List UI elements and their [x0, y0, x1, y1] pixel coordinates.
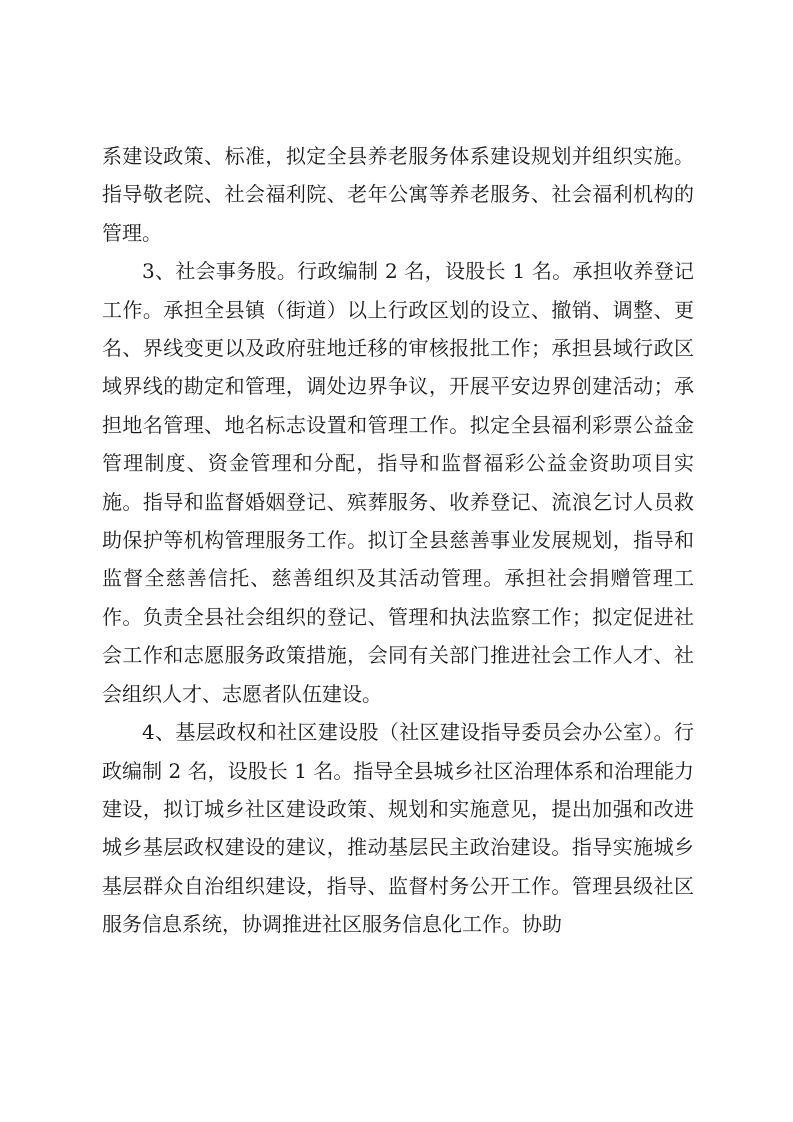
paragraph-social-affairs: 3、社会事务股。行政编制 2 名，设股长 1 名。承担收养登记工作。承担全县镇（街道）以上行政区划的设立、撤销、调整、更名、界线变更以及政府驻地迁移的审核报批工作；承担县域行政区域界线的勘定和管理，调处边界争议，开展平安边界创建活动；承担地名管理、地名标志设置和管理工作。拟定全县福利彩票公益金管理制度、资金管理和分配，指导和监督福彩公益金资助项目实施。指导和监督婚姻登记、殡葬服务、收养登记、流浪乞讨人员救助保护等机构管理服务工作。拟订全县慈善事业发展规划，指导和监督全慈善信托、慈善组织及其活动管理。承担社会捐赠管理工作。负责全县社会组织的登记、管理和执法监察工作；拟定促进社会工作和志愿服务政策措施，会同有关部门推进社会工作人才、社会组织人才、志愿者队伍建设。 [102, 259, 694, 706]
paragraph-continuation: 系建设政策、标准，拟定全县养老服务体系建设规划并组织实施。指导敬老院、社会福利院、老年公寓等养老服务、社会福利机构的管理。 [102, 144, 694, 245]
paragraph-community-building: 4、基层政权和社区建设股（社区建设指导委员会办公室）。行政编制 2 名，设股长 1 名。指导全县城乡社区治理体系和治理能力建设，拟订城乡社区建设政策、规划和实施意见，提出加强和改进城乡基层政权建设的建议，推动基层民主政治建设。指导实施城乡基层群众自治组织建设，指导、监督村务公开工作。管理县级社区服务信息系统，协调推进社区服务信息化工作。协助 [102, 720, 694, 937]
body-text [102, 137, 694, 944]
